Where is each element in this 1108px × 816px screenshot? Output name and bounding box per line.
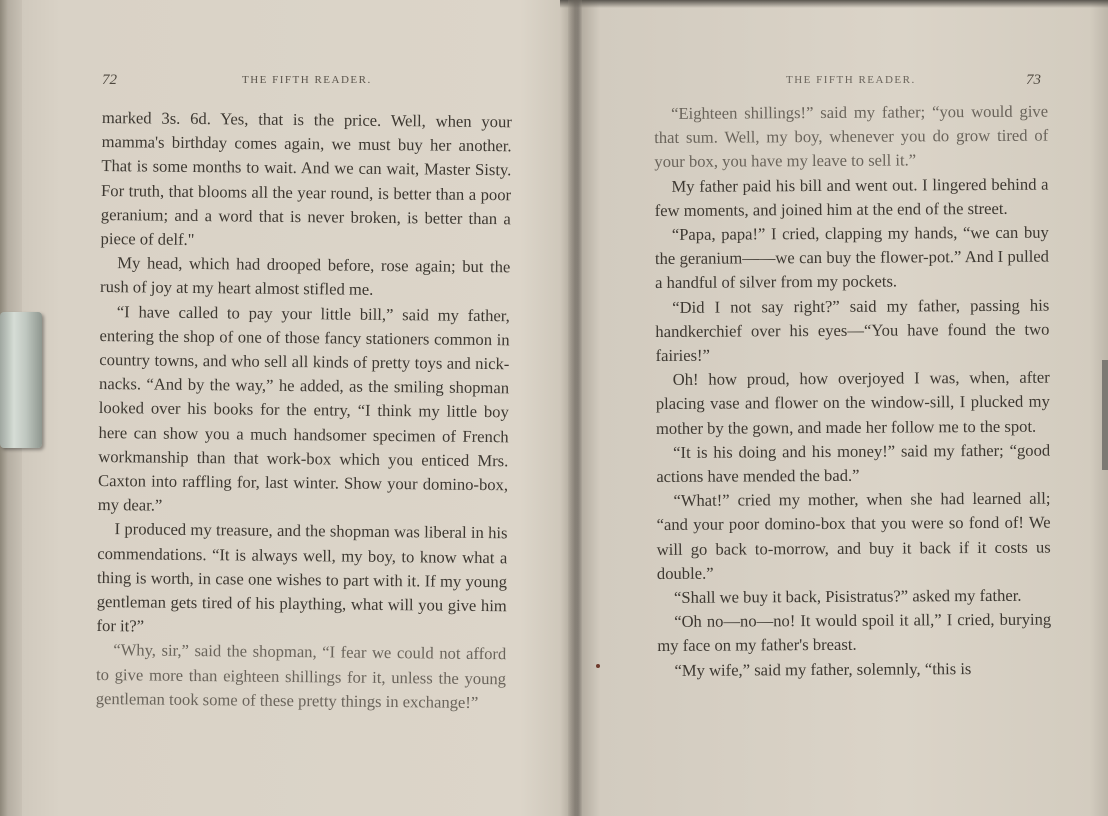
paragraph: marked 3s. 6d. Yes, that is the price. Well, when your mamma's birthday comes again, we must buy her another. That is some months to wait. And we can wait, Master Sisty. For truth, that blooms all the year round, is better than a poor geranium; and a word that is never broken, is better than a piece of delf." [100, 107, 512, 249]
top-shadow [560, 0, 1108, 8]
paragraph: My head, which had drooped before, rose again; but the rush of joy at my heart almost stifled me. [100, 253, 511, 300]
paragraph: I produced my treasure, and the shopman was liberal in his commendations. “It is always well, my boy, to know what a thing is worth, in case one wishes to part with it. If my young gentleman gets tired of his plaything, what will you give him for it?” [96, 519, 508, 636]
paper-speck [596, 664, 600, 668]
paragraph: “Eighteen shillings!” said my father; “you would give that sum. Well, my boy, whenever you do grow tired of your box, you have my leave to sell it.” [654, 101, 1049, 172]
paragraph: “My wife,” said my father, solemnly, “this is [674, 658, 972, 680]
paragraph: “It is his doing and his money!” said my father; “good actions have mended the bad.” [656, 440, 1051, 487]
paragraph: “Why, sir,” said the shopman, “I fear we could not afford to give more than eighteen shillings for it, unless the young gentleman took some of these pretty things in exchange!” [95, 640, 507, 712]
book-gutter [568, 0, 582, 816]
paragraph: “Shall we buy it back, Pisistratus?” asked my father. [673, 585, 1022, 607]
paragraph: My father paid his bill and went out. I lingered behind a few moments, and joined him at the end of the street. [654, 174, 1049, 220]
paragraph: “Papa, papa!” I cried, clapping my hands, “we can buy the geranium——we can buy the flower-pot.” And I pulled a handful of silver from my pockets. [654, 222, 1050, 293]
right-page-text [654, 100, 1052, 683]
paragraph: “Did I not say right?” said my father, passing his handkerchief over his eyes—“You have found the two fairies!” [655, 295, 1050, 366]
page-clip [0, 312, 42, 448]
left-page-text [96, 106, 512, 715]
right-edge-clip [1102, 360, 1108, 470]
paragraph: “I have called to pay your little bill,” said my father, entering the shop of one of those fancy stationers common in country towns, and who sell all kinds of pretty toys and nick-nacks. “And by the way,” he added, as the smiling shopman looked over his books for the entry, “I think my little boy here can show you a much handsomer specimen of French workmanship than that work-box which you enticed Mrs. Caxton into raffling for, last winter. Show your domino-box, my dear.” [97, 301, 510, 515]
right-running-head: THE FIFTH READER. [786, 74, 916, 86]
left-page-number: 72 [102, 72, 117, 88]
paragraph: Oh! how proud, how overjoyed I was, when, after placing vase and flower on the window-sill, I plucked my mother by the gown, and made her follow me to the spot. [655, 367, 1050, 438]
left-running-head: THE FIFTH READER. [242, 74, 372, 86]
paragraph: “Oh no—no—no! It would spoil it all,” I cried, burying my face on my father's breast. [657, 609, 1052, 656]
paragraph: “What!” cried my mother, when she had learned all; “and your poor domino-box that you were so fond of! We will go back to-morrow, and buy it back if it costs us double.” [656, 488, 1051, 583]
right-page-number: 73 [1026, 72, 1041, 88]
